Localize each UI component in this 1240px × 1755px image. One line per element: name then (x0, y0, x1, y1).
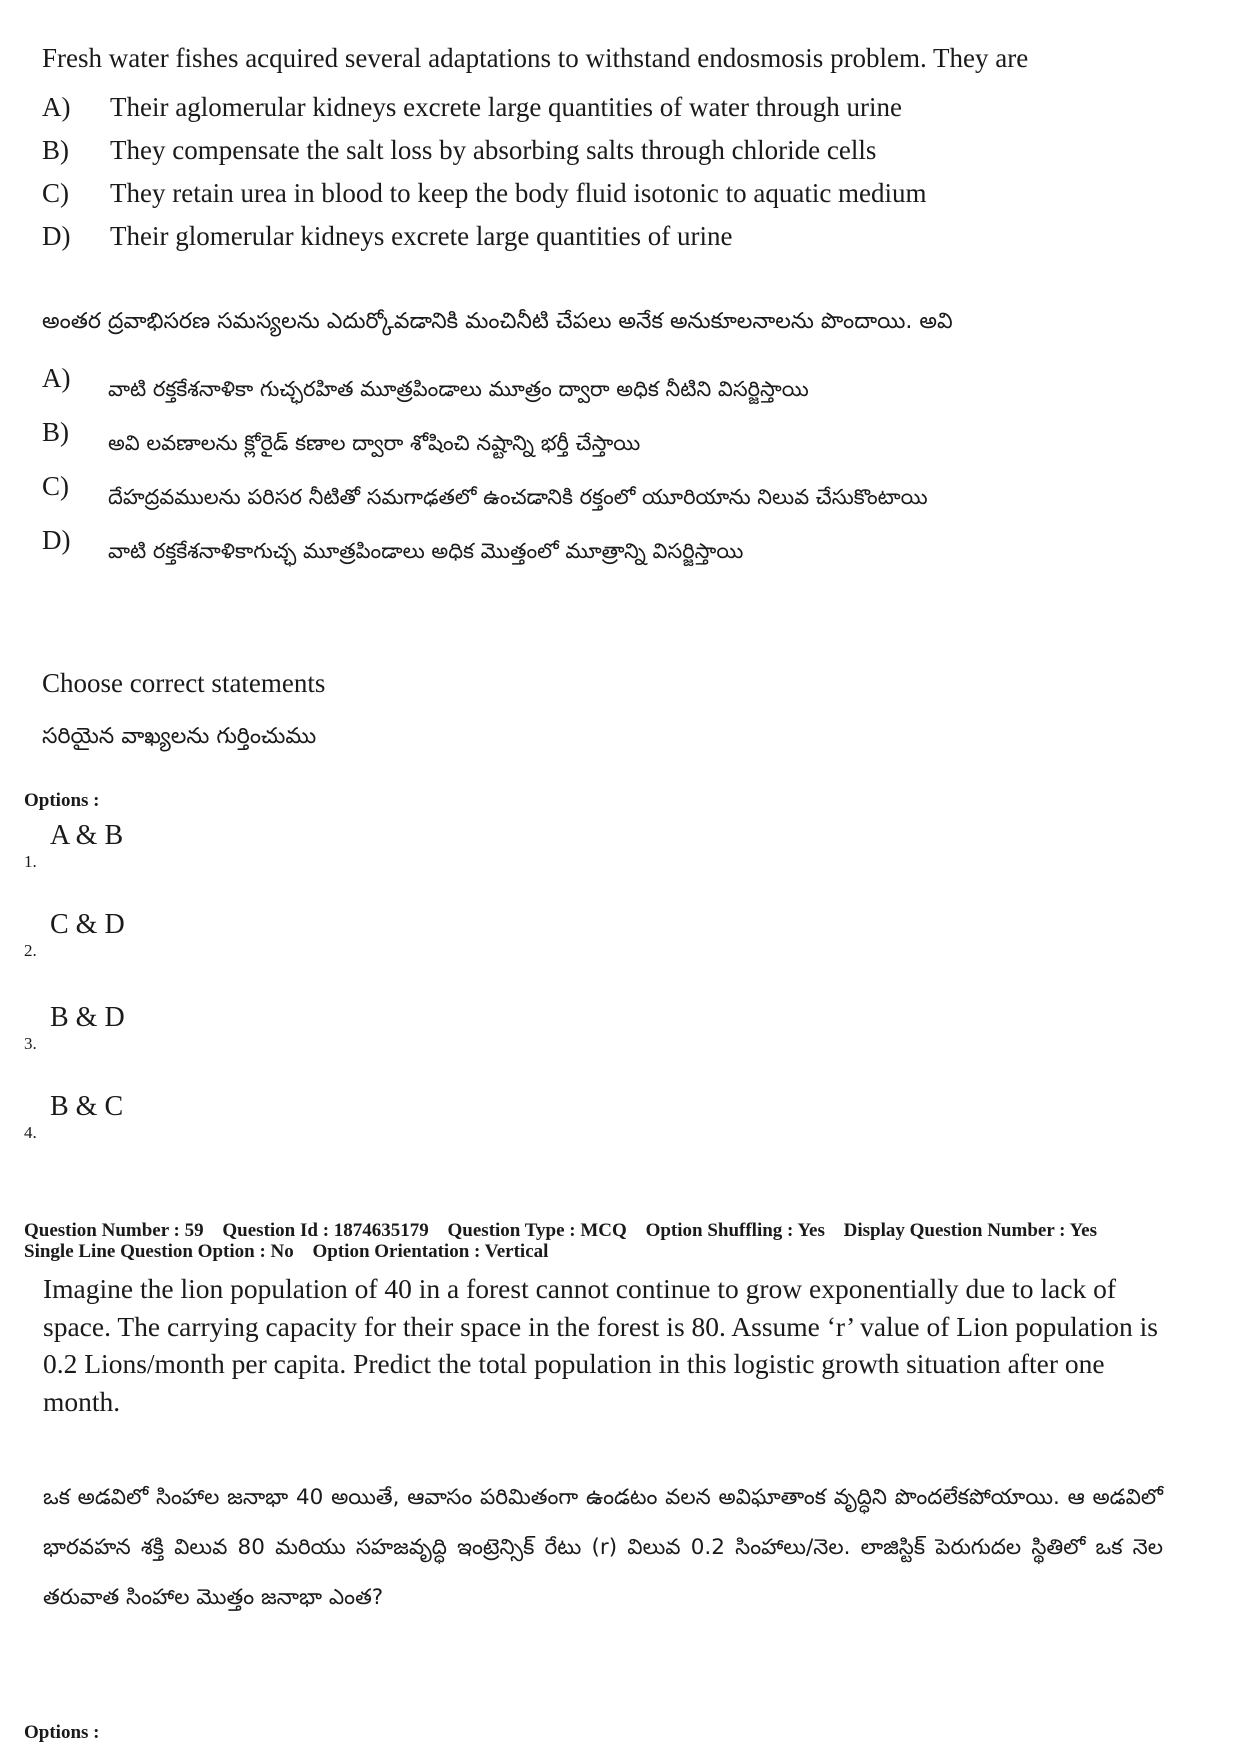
option-number: 4. (24, 1123, 37, 1142)
statement-text: వాటి రక్తకేశనాళికాగుచ్ఛ మూత్రపిండాలు అధిక మొత్తంలో మూత్రాన్ని విసర్జిస్తాయి (108, 539, 744, 563)
option-number: 2. (24, 941, 37, 960)
metadata-line-1 (24, 1220, 1224, 1241)
question-59-metadata (24, 1220, 1224, 1262)
question-id: Question Id : 1874635179 (222, 1220, 429, 1241)
statement-label: D) (42, 525, 71, 555)
statement-text: వాటి రక్తకేశనాళికా గుచ్ఛరహిత మూత్రపిండాలు మూత్రం ద్వారా అధిక నీటిని విసర్జిస్తాయి (108, 377, 809, 401)
statement-en-a (42, 92, 1182, 135)
statement-text: దేహద్రవములను పరిసర నీటితో సమగాఢతలో ఉంచడానికి రక్తంలో యూరియాను నిలువ చేసుకొంటాయి (108, 485, 928, 509)
question-59-text-telugu: ఒక అడవిలో సింహాల జనాభా 40 అయితే, ఆవాసం పరిమితంగా ఉండటం వలన అవిఘాతాంక వృద్ధిని పొందలేకపోయాయి. ఆ అడవిలో భారవహన శక్తి విలువ 80 మరియు సహజవృద్ధి ఇంట్రెన్సిక్ రేటు (r) విలువ 0.2 సింహాలు/నెల. లాజిస్టిక్ పెరుగుదల స్థితిలో ఒక నెల తరువాత సింహాల మొత్తం జనాభా ఎంత? (43, 1485, 1163, 1610)
options-heading: Options : (24, 790, 100, 811)
statement-label: A) (42, 92, 71, 122)
statement-text: అవి లవణాలను క్లోరైడ్ కణాల ద్వారా శోషించి నష్టాన్ని భర్తీ చేస్తాయి (108, 431, 641, 455)
statement-en-b (42, 135, 1182, 178)
question-number: Question Number : 59 (24, 1220, 204, 1241)
display-question-number: Display Question Number : Yes (843, 1220, 1097, 1241)
single-line-option: Single Line Question Option : No (24, 1241, 294, 1262)
choose-instruction-telugu: సరియైన వాఖ్యలను గుర్తించుము (42, 724, 317, 749)
option-number: 1. (24, 852, 37, 871)
statement-te-c (42, 471, 1182, 525)
statements-telugu (42, 363, 1182, 579)
option-value: B & D (50, 1002, 125, 1033)
choose-instruction-english: Choose correct statements (42, 668, 326, 698)
option-value: B & C (50, 1091, 124, 1122)
statement-en-c (42, 178, 1182, 221)
option-orientation: Option Orientation : Vertical (312, 1241, 549, 1262)
statement-label: B) (42, 135, 69, 165)
question-58-intro-english: Fresh water fishes acquired several adaptations to withstand endosmosis problem. They are (42, 43, 1029, 73)
statement-text: Their glomerular kidneys excrete large quantities of urine (110, 221, 733, 251)
statement-label: A) (42, 363, 71, 393)
question-58-intro-telugu: అంతర ద్రవాభిసరణ సమస్యలను ఎదుర్కోవడానికి మంచినీటి చేపలు అనేక అనుకూలనాలను పొందాయి. అవి (42, 309, 953, 334)
statement-text: They compensate the salt loss by absorbing salts through chloride cells (110, 135, 877, 165)
statement-text: They retain urea in blood to keep the body fluid isotonic to aquatic medium (110, 178, 927, 208)
statement-text: Their aglomerular kidneys excrete large quantities of water through urine (110, 92, 902, 122)
statement-te-d (42, 525, 1182, 579)
option-number: 3. (24, 1034, 37, 1053)
statement-te-b (42, 417, 1182, 471)
statements-english (42, 92, 1182, 264)
option-value: C & D (50, 909, 125, 940)
metadata-line-2 (24, 1241, 1224, 1262)
statement-te-a (42, 363, 1182, 417)
question-59-text-english: Imagine the lion population of 40 in a forest cannot continue to grow exponentially due to lack of space. The carrying capacity for their space in the forest is 80. Assume ‘r’ value of Lion population is 0.2 Lions/month per capita. Predict the total population in this logistic growth situation after one month. (43, 1273, 1158, 1417)
option-value: A & B (50, 820, 124, 851)
options-heading-59: Options : (24, 1722, 100, 1743)
statement-en-d (42, 221, 1182, 264)
statement-label: C) (42, 471, 69, 501)
question-type: Question Type : MCQ (447, 1220, 627, 1241)
option-shuffling: Option Shuffling : Yes (645, 1220, 825, 1241)
statement-label: B) (42, 417, 69, 447)
statement-label: D) (42, 221, 71, 251)
statement-label: C) (42, 178, 69, 208)
